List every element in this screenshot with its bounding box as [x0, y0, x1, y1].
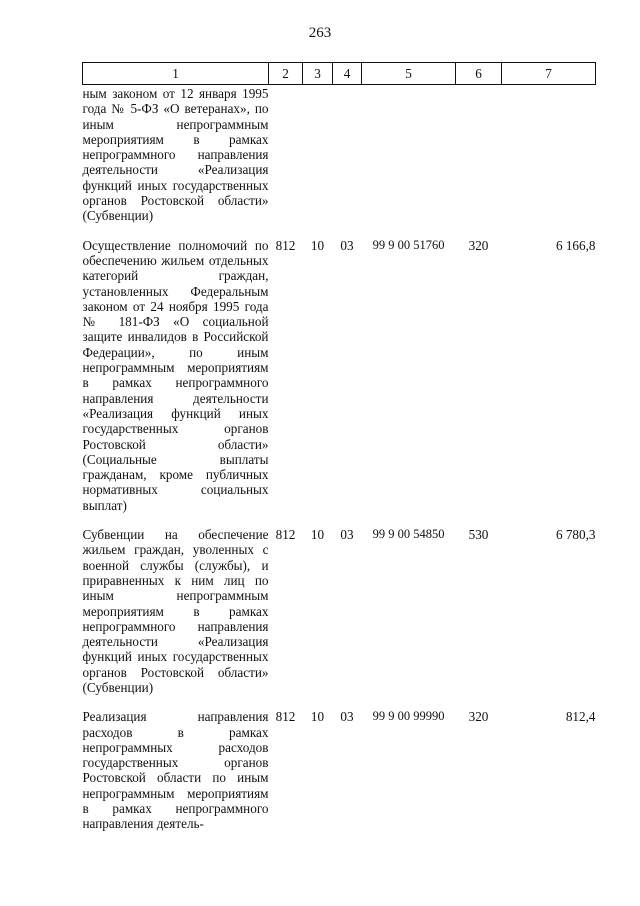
header-col-1: 1 [83, 63, 269, 85]
table-row [83, 527, 596, 709]
row-description: Реализация направления расходов в рамках непрограммных расходов государственных органов Ростовской области по иным непрограммным мероприятиям в рамках непрограммного направления деятель- [82, 709, 269, 832]
expense-type-code: 530 [468, 527, 489, 543]
header-col-4: 4 [333, 63, 362, 85]
expense-type-code: 320 [468, 237, 489, 253]
header-col-7: 7 [502, 63, 596, 85]
section-code: 10 [310, 709, 325, 725]
expense-type-code: 320 [468, 709, 489, 725]
section-code: 10 [310, 527, 325, 543]
table-header-row [83, 63, 596, 85]
target-article-code: 99 9 00 99990 [372, 709, 445, 724]
header-col-6: 6 [456, 63, 502, 85]
ministry-code [269, 85, 303, 238]
table-row [83, 238, 596, 527]
subsection-code [333, 85, 362, 238]
header-col-3: 3 [303, 63, 333, 85]
header-col-2: 2 [269, 63, 303, 85]
ministry-code: 812 [275, 709, 296, 725]
target-article-code: 99 9 00 54850 [372, 527, 445, 542]
table-row [83, 85, 596, 238]
ministry-code: 812 [275, 527, 296, 543]
header-col-5: 5 [362, 63, 456, 85]
amount-value [502, 85, 596, 238]
expense-type-code [456, 85, 502, 238]
subsection-code: 03 [340, 237, 354, 253]
budget-table [82, 62, 596, 846]
target-article-code: 99 9 00 51760 [372, 237, 445, 252]
amount-value: 812,4 [565, 709, 596, 725]
amount-value: 6 780,3 [555, 527, 596, 543]
row-description: Осуществление полномочий по обеспечению жильем отдельных категорий граждан, установленных Федеральным законом от 24 ноября 1995 года № 181-ФЗ «О социальной защите инвалидов в Российской Федерации», по иным непрограммным мероприятиям в рамках непрограммного направления деятельности «Реализация функций иных государственных органов Ростовской области» (Социальные выплаты гражданам, кроме публичных нормативных социальных выплат) [82, 237, 269, 513]
ministry-code: 812 [275, 237, 296, 253]
row-description: Субвенции на обеспечение жильем граждан, уволенных с военной службы (службы), и приравненных к ним лиц по иным непрограммным мероприятиям в рамках непрограммного направления деятельности «Реализация функций иных государственных органов Ростовской области» (Субвенции) [82, 527, 269, 695]
section-code [303, 85, 333, 238]
page-number: 263 [308, 25, 332, 41]
table-row [83, 709, 596, 845]
subsection-code: 03 [340, 709, 354, 725]
amount-value: 6 166,8 [555, 237, 596, 253]
row-description: ным законом от 12 января 1995 года № 5-ФЗ «О ветеранах», по иным непрограммным мероприятиям в рамках непрограммного направления деятельности «Реализация функций иных государственных органов Ростовской области» (Субвенции) [82, 86, 269, 224]
target-article-code [362, 85, 456, 238]
section-code: 10 [310, 237, 325, 253]
subsection-code: 03 [340, 527, 354, 543]
